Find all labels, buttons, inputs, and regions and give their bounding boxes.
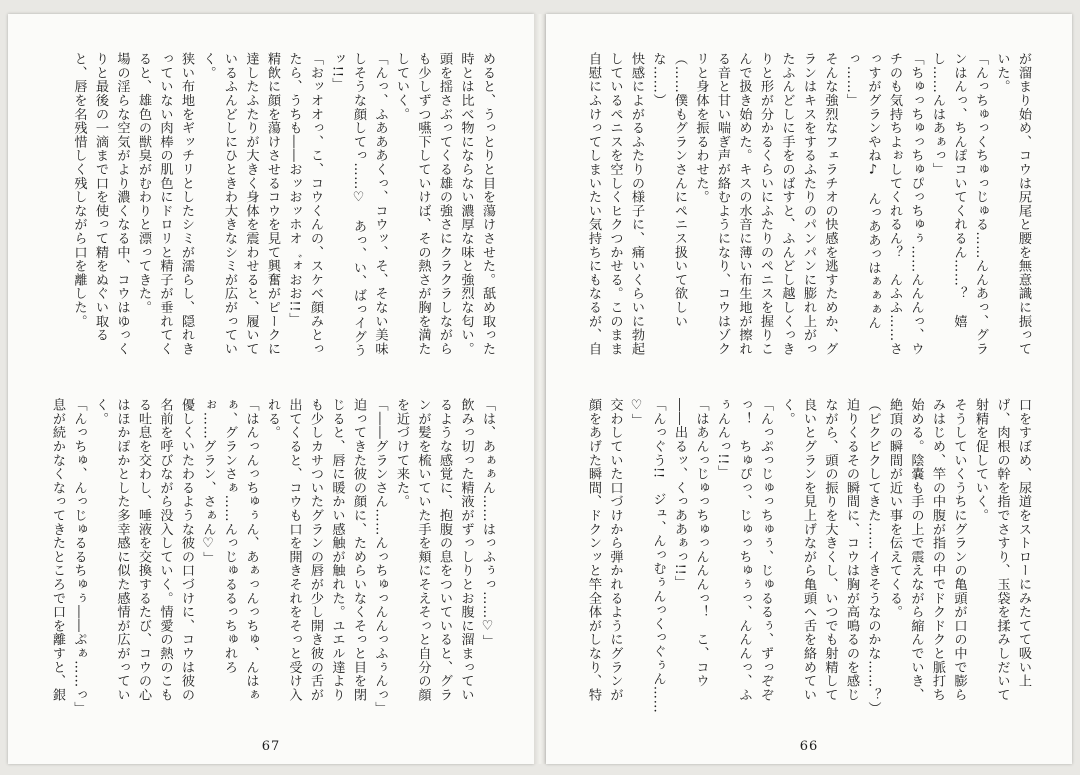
text-paragraph: 「はんっんっちゅぅん、あぁっんっちゅ、んはぁぁ、グランさぁ……んっじゅるるっちゅれろぉ……グラン、さぁん♡」 — [200, 398, 259, 702]
left-page — [8, 14, 534, 764]
text-paragraph: 「んっ、ふあああくっ、コウッ、そ、そない美味しそうな顔してっ……♡ あっ、い、ばっイグうッ!!」 — [329, 52, 388, 358]
page-number: 66 — [799, 739, 819, 754]
left-page-top-text — [46, 52, 498, 369]
text-paragraph: 「ちゅっちゅっちゅぴっちゅぅ……んんんっ、ウチのも気持ちよぉしてくれるん？ んふふ……さっすがグランやね♪ んっああっはぁぁぁんっ……」 — [844, 52, 924, 356]
text-paragraph: めると、うっとりと目を蕩けさせた。舐め取った時とは比べ物にならない濃厚な味と強烈な匂い。頭を揺さぶってくる雄の強さにクラクラしながらも少しずつ嚥下していけば、その熱さが胸を満たしていく。 — [394, 52, 495, 356]
text-paragraph: 「んっぐう!! ジュ、んっむぅんっくっぐぅん……♡」 — [629, 398, 666, 714]
right-page-top-text — [582, 52, 1034, 369]
text-paragraph: 「は、あぁぁん……はっふぅっ……♡」 — [480, 398, 495, 649]
right-page — [546, 14, 1072, 764]
text-paragraph: 優しくいたわるような彼の口づけに、コウは彼の名前を呼びながら没入していく。情愛の熱のこもる吐息を交わし、唾液を交換するたび、コウの心はほかぽかとした多幸感に似た感情が広がっていく。 — [93, 398, 194, 702]
text-paragraph: （ピクピクしてきた……イきそうなのかな……？） — [865, 398, 881, 715]
left-page-bottom-text — [46, 398, 498, 715]
text-paragraph: 口をすぼめ、尿道をストローにみたてて吸い上げ、肉根の幹を指でさすり、玉袋を揉みしだいて射精を促していく。 — [973, 398, 1031, 702]
text-paragraph: 「んっちゅっくちゅっじゅる……んんあっ、グランはんっ、ちんぽコいてくれるん……？ 嬉し……んはあぁっ」 — [930, 52, 988, 356]
text-paragraph: （……僕もグランさんにペニス扱いて欲しいな……） — [650, 52, 687, 328]
text-paragraph: 「んっちゅ、んっじゅるるちゅぅ――ぷぁ……っ」 — [71, 398, 87, 715]
text-paragraph: 「はあんっじゅっちゅっんんんっ！ こ、コウ――出るッ、くっああぁっ!!」 — [672, 398, 709, 688]
text-paragraph: 交わしていた口づけから弾かれるようにグランが顔をあげた瞬間、ドクンッと竿全体がしなり、特 — [586, 398, 623, 702]
text-paragraph: 快感によがるふたりの様子に、痛いくらいに勃起しているペニスを空しくヒクつかせる。このまま自慰にふけってしまいたい気持ちにもなるが、自 — [586, 52, 644, 356]
text-paragraph: 飲みっ切った精液がずっしりとお腹に溜まっているような感覚に、抱腹の息をついていると、グランが髪を梳いていた手を頬にそえそっと自分の顔を近づけて来た。 — [394, 398, 474, 702]
text-paragraph: 精飲に顔を蕩けさせるコウを見て興奮がピークに達したふたりが大きく身体を震わせると、履いているふんどしにひときわ大きなシミが広がっていく。 — [200, 52, 280, 356]
text-paragraph: そうしていくうちにグランの亀頭が口の中で膨らみはじめ、竿の中腹が指の中でドクドクと脈打ち始める。陰嚢も手の上で震えながら縮んでいき、絶頂の瞬間が近い事を伝えてくる。 — [887, 398, 967, 702]
right-page-bottom-text — [582, 398, 1034, 715]
text-paragraph: 狭い布地をギッチリとしたシミが濡らし、隠れきっていない肉棒の肌色にドロリと精子が垂れてくると、雄色の獣臭がむわりと漂ってきた。 — [136, 52, 194, 356]
text-paragraph: そんな強烈なフェラチオの快感を逃すためか、グランはキスをするふたりのパンパンに膨れ上がったふんどしに手をのばすと、ふんどし越しくっきりと形が分かるくらいにふたりのペニスを握りこんで扱き始めた。キスの水音に薄い布生地が擦れる音と甘い喘ぎ声が絡むようになり、コウはゾクリと身体を振るわせた。 — [693, 52, 838, 356]
text-paragraph: 迫りくるその瞬間に、コウは胸が高鳴るのを感じながら、頭の振りを大きくし、いつでも射精して良いとグランを見上げながら亀頭へ舌を絡めていく。 — [779, 398, 859, 702]
text-paragraph: 「――グランさん……んっちゅっんんっふぅんっ」 — [372, 398, 388, 715]
text-paragraph: 「んっぷっじゅっちゅぅ、じゅるるぅ、ずっぞぞっ！ ちゅぴっ、じゅっちゅぅっ、んんんっ、ふぅんんっ!!」 — [715, 398, 773, 702]
text-paragraph: 息が続かなくなってきたところで口を離すと、銀 — [50, 398, 65, 702]
text-paragraph: が溜まり始め、コウは尻尾と腰を無意識に振っていた。 — [994, 52, 1031, 356]
text-paragraph: 迫ってきた彼の顔に、ためらいなくそっと目を閉じると、唇に暖かい感触が触れた。ユエル達よりも少しカサついたグランの唇が少し開き彼の舌が出てくると、コウも口を開きそれをそっと受け入れる。 — [265, 398, 366, 702]
text-paragraph: 「おッオオっ、こ、コウくんの、スケベ顔みとったら、うちも――おッおッホオ゛ォおお!!」 — [286, 52, 323, 356]
page-number: 67 — [261, 739, 281, 754]
text-paragraph: 場の淫らな空気がより濃くなる中、コウはゆっくりと最後の一滴まで口を使って精をぬぐい取ると、唇を名残惜しく残しながら口を離した。 — [71, 52, 130, 356]
book-gutter — [534, 14, 546, 764]
